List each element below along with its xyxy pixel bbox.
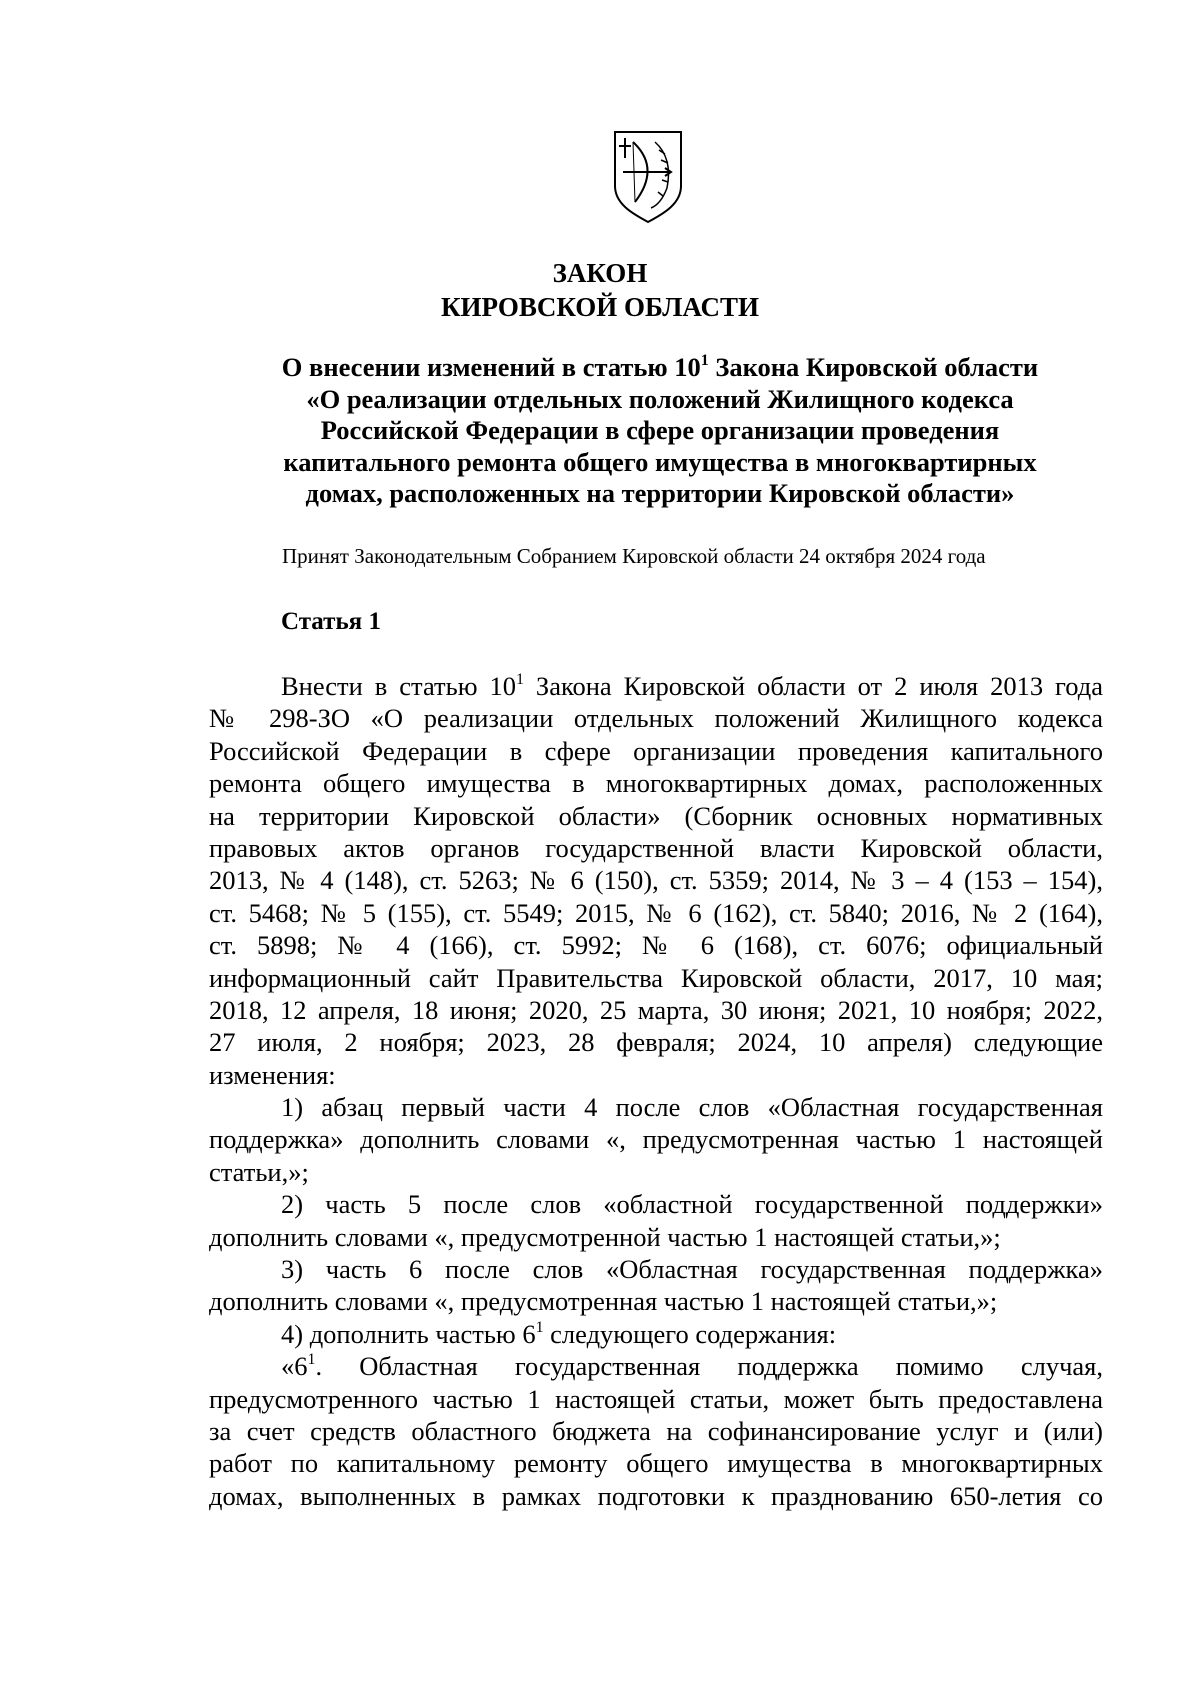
body-line: на территории Кировской области» (Сборник основных нормативных [209,800,1103,831]
body-line: за счет средств областного бюджета на софинансирование услуг и (или) [209,1415,1103,1446]
kirov-coat-of-arms-emblem [611,128,685,224]
body-line: 3) часть 6 после слов «Областная государственная поддержка» [281,1254,1103,1285]
body-line: Внести в статью $10^1$ Закона Кировской области от 2 июля 2013 года [281,670,1103,701]
law-title-line-2: КИРОВСКОЙ ОБЛАСТИ [440,292,760,322]
body-line: работ по капитальному ремонту общего имущества в многоквартирных [209,1448,1103,1479]
body-line: № 298-ЗО «О реализации отдельных положений Жилищного кодекса [209,703,1103,734]
body-line: изменения: [209,1059,336,1090]
law-subject [240,352,1080,510]
body-line: ремонта общего имущества в многоквартирных домах, расположенных [209,768,1103,799]
subject-line: Российской Федерации в сфере организации проведения [320,415,1000,445]
body-line: 2018, 12 апреля, 18 июня; 2020, 25 марта, 30 июня; 2021, 10 ноября; 2022, [209,994,1103,1025]
body-line: 4) дополнить частью $6^1$ следующего содержания: [281,1318,837,1349]
article-heading: Статья 1 [281,608,381,635]
body-line: 2013, № 4 (148), ст. 5263; № 6 (150), ст. 5359; 2014, № 3 – 4 (153 – 154), [209,865,1103,896]
body-line: ст. 5898; № 4 (166), ст. 5992; № 6 (168), ст. 6076; официальный [209,930,1103,961]
subject-line: капитального ремонта общего имущества в многоквартирных [283,446,1037,477]
body-line: Российской Федерации в сфере организации проведения капитального [209,735,1103,766]
body-line: «$6^1$. Областная государственная поддержка помимо случая, [281,1351,1103,1382]
law-title-line-1: ЗАКОН [552,258,648,288]
body-line: поддержка» дополнить словами «, предусмотренная частью 1 настоящей [209,1124,1103,1155]
body-line: 2) часть 5 после слов «областной государственной поддержки» [281,1189,1103,1220]
subject-line: «О реализации отдельных положений Жилищного кодекса [306,383,1014,414]
subject-line: О внесении изменений в статью $10^1$ Закона Кировской области [281,351,1039,382]
subject-line: домах, расположенных на территории Кировской области» [305,478,1015,508]
body-line: информационный сайт Правительства Кировской области, 2017, 10 мая; [209,962,1103,993]
adoption-note: Принят Законодательным Собранием Кировской области 24 октября 2024 года [282,544,986,568]
body-line: дополнить словами «, предусмотренная частью 1 настоящей статьи,»; [209,1286,998,1317]
body-line: 1) абзац первый части 4 после слов «Областная государственная [281,1092,1103,1123]
body-line: правовых актов органов государственной власти Кировской области, [209,832,1103,863]
article-body [209,670,1103,1512]
body-line: домах, выполненных в рамках подготовки к празднованию 650-летия со [209,1480,1103,1511]
body-line: 27 июля, 2 ноября; 2023, 28 февраля; 2024, 10 апреля) следующие [209,1027,1103,1058]
body-line: дополнить словами «, предусмотренной частью 1 настоящей статьи,»; [209,1221,1001,1252]
body-line: предусмотренного частью 1 настоящей статьи, может быть предоставлена [209,1383,1103,1414]
body-line: статьи,»; [209,1156,309,1187]
body-line: ст. 5468; № 5 (155), ст. 5549; 2015, № 6 (162), ст. 5840; 2016, № 2 (164), [209,897,1103,928]
